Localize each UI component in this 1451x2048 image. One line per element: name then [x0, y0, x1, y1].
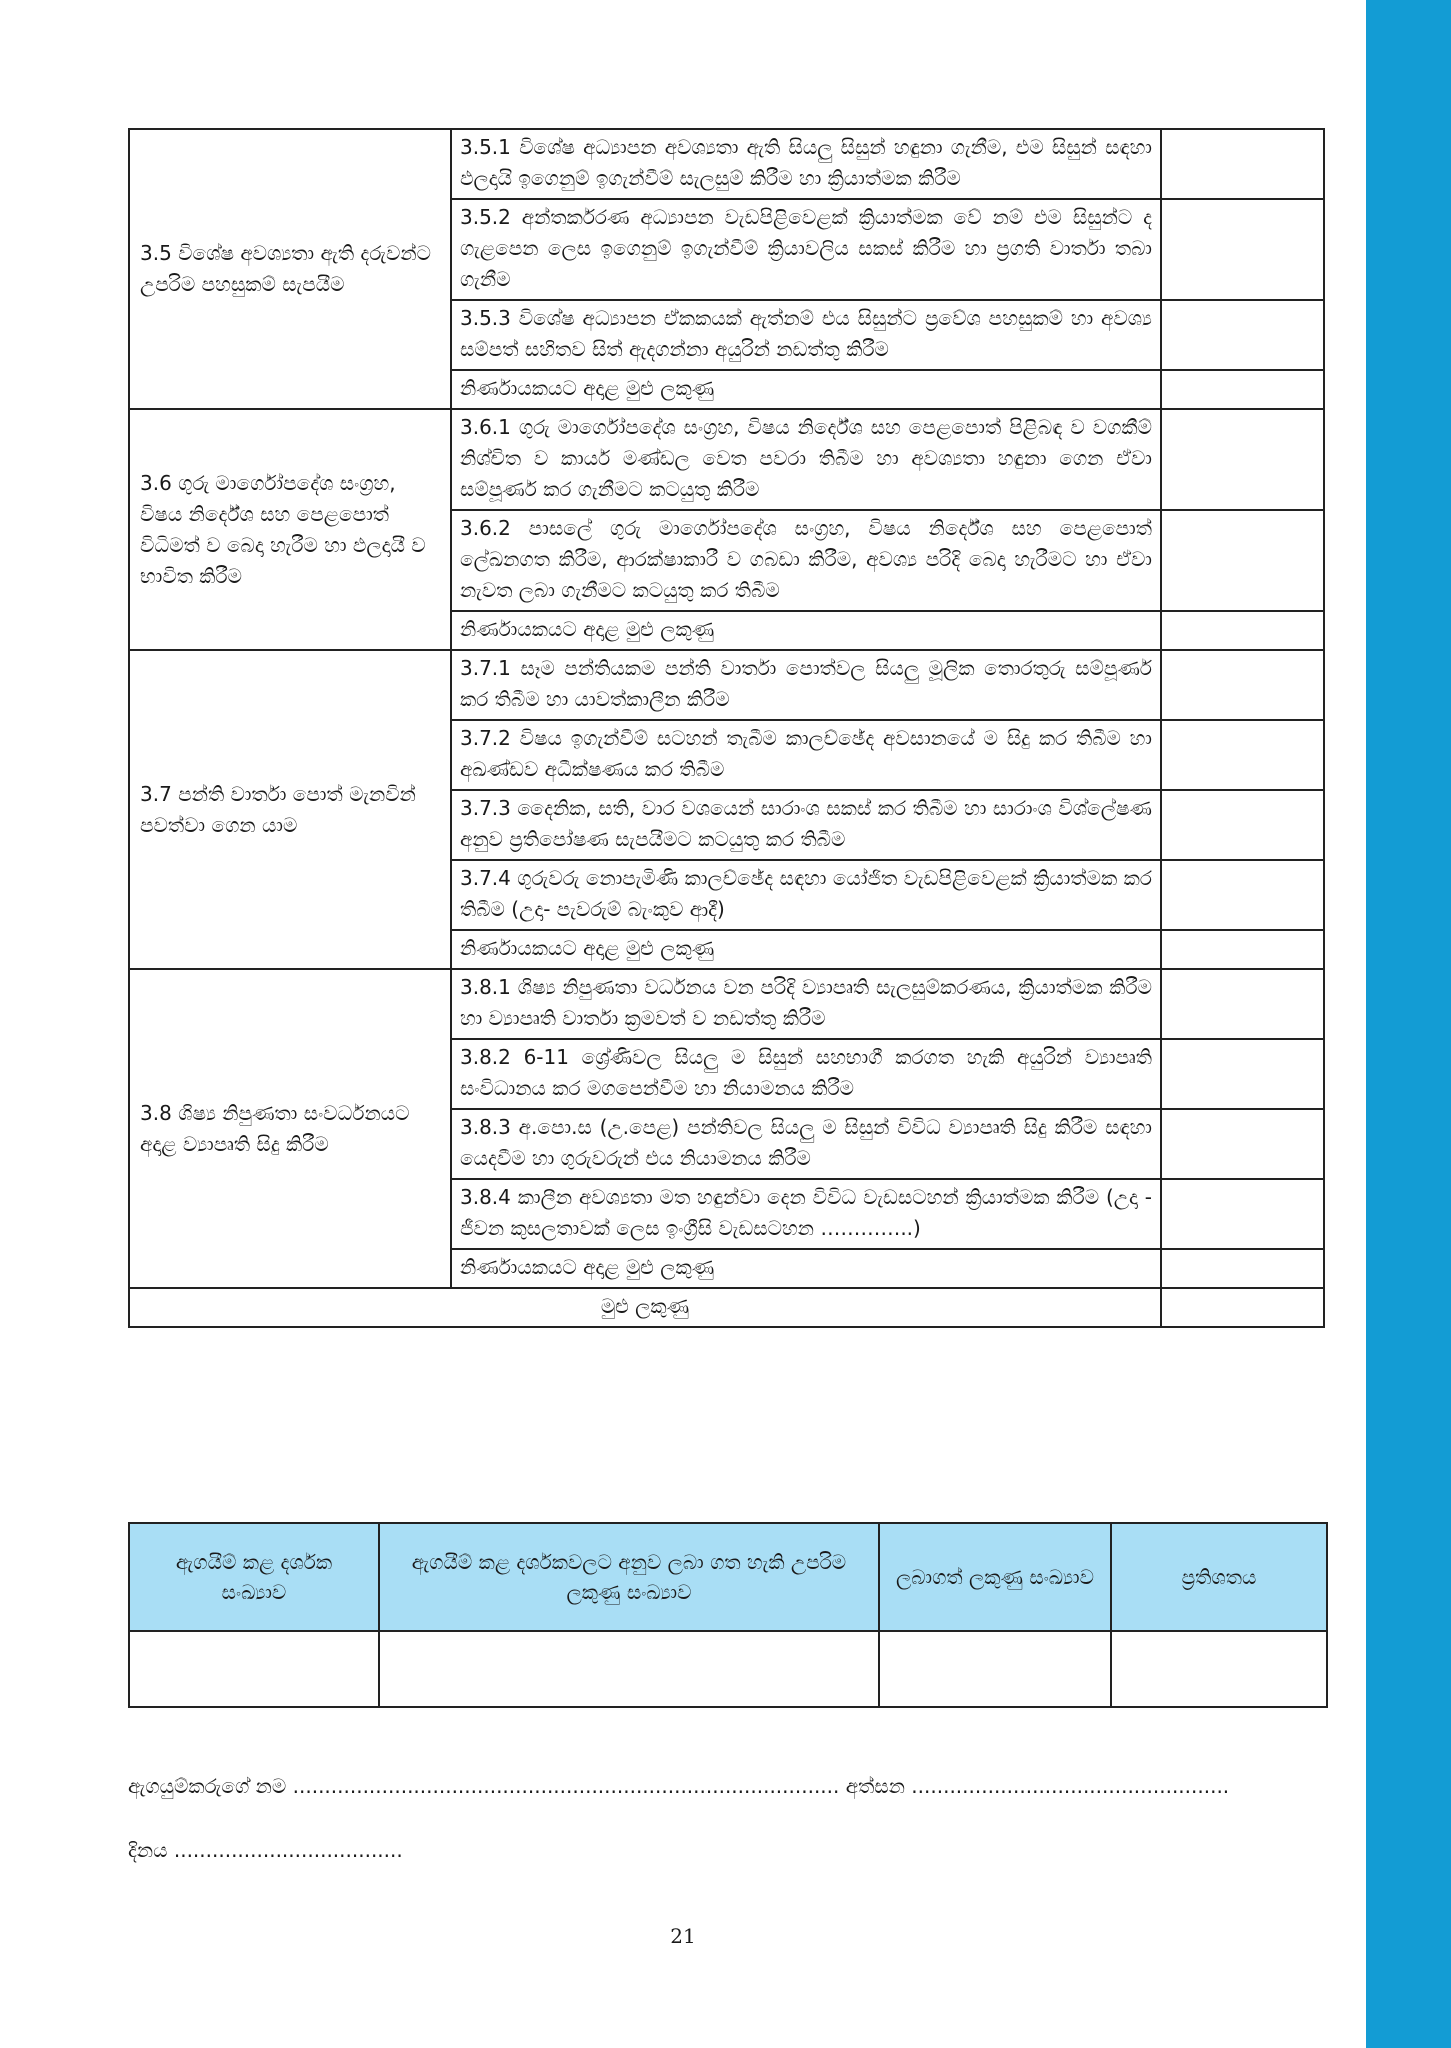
percentage-header: ප්‍රතිශතය — [1111, 1523, 1327, 1631]
indicator-text: 3.6.1 ගුරු මාර්ගෝපදේශ සංග්‍රහ, විෂය නිර්දේශ සහ පෙළපොත් පිළිබඳ ව වගකීම් නිශ්චිත ව කාර්ය මණ්ඩල වෙත පවරා තිබීම හා අවශ්‍යතා හඳුනා ගෙන ඒවා සම්පූර්ණ කර ගැනීමට කටයුතු කිරීම — [451, 409, 1161, 510]
criterion-total-label: නිර්ණායකයට අදාළ මුළු ලකුණු — [451, 1249, 1161, 1288]
indicator-text: 3.8.4 කාලීන අවශ්‍යතා මත හඳුන්වා දෙන විවිධ වැඩසටහන් ක්‍රියාත්මක කිරීම (උදා - ජීවන කුසලතාවක් ලෙස ඉංග්‍රීසි වැඩසටහන …………..) — [451, 1179, 1161, 1249]
score-cell[interactable] — [1161, 300, 1324, 370]
criterion-total-score-cell[interactable] — [1161, 1249, 1324, 1288]
date-blank[interactable]: .................................... — [173, 1838, 403, 1862]
grand-total-row — [129, 1288, 1324, 1327]
indicator-row — [129, 969, 1324, 1039]
criteria-table — [128, 128, 1325, 1328]
criterion-area-cell: 3.6 ගුරු මාර්ගෝපදේශ සංග්‍රහ, විෂය නිර්දේශ සහ පෙළපොත් විධිමත් ව බෙදා හැරීම හා ඵලදායී ව භාවිත කිරීම — [129, 409, 451, 650]
criterion-total-score-cell[interactable] — [1161, 611, 1324, 650]
indicator-text: 3.8.3 අ.පො.ස (උ.පෙළ) පන්තිවල සියලු ම සිසුන් විවිධ ව්‍යාපෘති සිදු කිරීම සඳහා යෙදවීම හා ගුරුවරුන් එය නියාමනය කිරීම — [451, 1109, 1161, 1179]
indicator-text: 3.7.3 දෛනික, සති, වාර වශයෙන් සාරාංශ සකස් කර තිබීම හා සාරාංශ විශ්ලේෂණ අනුව ප්‍රතිපෝෂණ සැපයීමට කටයුතු කර තිබීම — [451, 790, 1161, 860]
criterion-total-label: නිර්ණායකයට අදාළ මුළු ලකුණු — [451, 611, 1161, 650]
score-cell[interactable] — [1161, 1039, 1324, 1109]
grand-total-label: මුළු ලකුණු — [129, 1288, 1161, 1327]
evaluated-indicators-header: ඇගයීම් කළ දර්ශක සංඛ්‍යාව — [129, 1523, 379, 1631]
grand-total-score-cell[interactable] — [1161, 1288, 1324, 1327]
criterion-area-cell: 3.7 පන්ති වාර්තා පොත් මැනවින් පවත්වා ගෙන යාම — [129, 650, 451, 969]
percentage-cell[interactable] — [1111, 1631, 1327, 1707]
indicator-text: 3.8.1 ශිෂ්‍ය නිපුණතා වර්ධනය වන පරිදි ව්‍යාපෘති සැලසුම්කරණය, ක්‍රියාත්මක කිරීම හා ව්‍යාපෘති වාර්තා ක්‍රමවත් ව නඩත්තු කිරීම — [451, 969, 1161, 1039]
score-cell[interactable] — [1161, 199, 1324, 300]
score-cell[interactable] — [1161, 860, 1324, 930]
evaluated-indicators-cell[interactable] — [129, 1631, 379, 1707]
indicator-text: 3.8.2 6-11 ශ්‍රේණිවල සියලු ම සිසුන් සහභාගී කරගත හැකි අයුරින් ව්‍යාපෘති සංවිධානය කර මගපෙන්වීම හා නියාමනය කිරීම — [451, 1039, 1161, 1109]
obtained-marks-header: ලබාගත් ලකුණු සංඛ්‍යාව — [879, 1523, 1111, 1631]
criterion-area-cell: 3.5 විශේෂ අවශ්‍යතා ඇති දරුවන්ට උපරිම පහසුකම් සැපයීම — [129, 129, 451, 409]
score-cell[interactable] — [1161, 790, 1324, 860]
criterion-total-label: නිර්ණායකයට අදාළ මුළු ලකුණු — [451, 930, 1161, 969]
score-cell[interactable] — [1161, 720, 1324, 790]
obtained-marks-cell[interactable] — [879, 1631, 1111, 1707]
indicator-row — [129, 409, 1324, 510]
signature-blank[interactable]: .................................................. — [911, 1774, 1230, 1798]
evaluator-name-blank[interactable]: ...................................................................................... — [292, 1774, 840, 1798]
summary-table — [128, 1522, 1328, 1708]
indicator-row — [129, 650, 1324, 720]
criterion-area-cell: 3.8 ශිෂ්‍ය නිපුණතා සංවර්ධනයට අදාළ ව්‍යාපෘති සිදු කිරීම — [129, 969, 451, 1288]
summary-value-row — [129, 1631, 1327, 1707]
side-color-bar — [1366, 0, 1451, 2048]
score-cell[interactable] — [1161, 1109, 1324, 1179]
criterion-total-score-cell[interactable] — [1161, 370, 1324, 409]
score-cell[interactable] — [1161, 1179, 1324, 1249]
indicator-text: 3.7.2 විෂය ඉගැන්වීම් සටහන් තැබීම කාලච්ඡේද අවසානයේ ම සිදු කර තිබීම හා අඛණ්ඩව අධීක්ෂණය කර තිබීම — [451, 720, 1161, 790]
date-line — [128, 1838, 403, 1862]
indicator-row — [129, 129, 1324, 199]
indicator-text: 3.5.1 විශේෂ අධ්‍යාපන අවශ්‍යතා ඇති සියලු සිසුන් හඳුනා ගැනීම, එම සිසුන් සඳහා ඵලදායි ඉගෙනුම් ඉගැන්වීම් සැලසුම් කිරීම හා ක්‍රියාත්මක කිරීම — [451, 129, 1161, 199]
signature-label: අත්සන — [845, 1774, 905, 1798]
max-marks-header: ඇගයීම් කළ දර්ශකවලට අනුව ලබා ගත හැකි උපරිම ලකුණු සංඛ්‍යාව — [379, 1523, 879, 1631]
indicator-text: 3.6.2 පාසලේ ගුරු මාර්ගෝපදේශ සංග්‍රහ, විෂය නිර්දේශ සහ පෙළපොත් ලේඛනගත කිරීම, ආරක්ෂාකාරී ව ගබඩා කිරීම, අවශ්‍ය පරිදි බෙදා හැරීමට හා ඒවා නැවත ලබා ගැනීමට කටයුතු කර තිබීම — [451, 510, 1161, 611]
evaluator-signature-line — [128, 1774, 1229, 1798]
page-number: 21 — [670, 1924, 696, 1948]
score-cell[interactable] — [1161, 510, 1324, 611]
indicator-text: 3.7.1 සෑම පන්තියකම පන්ති වාර්තා පොත්වල සියලු මූලික තොරතුරු සම්පූර්ණ කර තිබීම හා යාවත්කාලීන කිරීම — [451, 650, 1161, 720]
score-cell[interactable] — [1161, 650, 1324, 720]
summary-header-row — [129, 1523, 1327, 1631]
max-marks-cell[interactable] — [379, 1631, 879, 1707]
criterion-total-label: නිර්ණායකයට අදාළ මුළු ලකුණු — [451, 370, 1161, 409]
score-cell[interactable] — [1161, 969, 1324, 1039]
score-cell[interactable] — [1161, 409, 1324, 510]
criterion-total-score-cell[interactable] — [1161, 930, 1324, 969]
evaluator-name-label: ඇගයුම්කරුගේ නම — [128, 1774, 287, 1798]
score-cell[interactable] — [1161, 129, 1324, 199]
indicator-text: 3.5.2 අන්තර්කරණ අධ්‍යාපන වැඩපිළිවෙළක් ක්‍රියාත්මක වේ නම් එම සිසුන්ට ද ගැළපෙන ලෙස ඉගෙනුම් ඉගැන්වීම් ක්‍රියාවලිය සකස් කිරීම හා ප්‍රගති වාර්තා තබා ගැනීම — [451, 199, 1161, 300]
indicator-text: 3.7.4 ගුරුවරු නොපැමිණි කාලච්ඡේද සඳහා යෝජිත වැඩපිළිවෙළක් ක්‍රියාත්මක කර තිබීම (උදා- පැවරුම් බැංකුව ආදී) — [451, 860, 1161, 930]
date-label: දිනය — [128, 1838, 168, 1862]
indicator-text: 3.5.3 විශේෂ අධ්‍යාපන ඒකකයක් ඇත්නම් එය සිසුන්ට ප්‍රවේශ පහසුකම් හා අවශ්‍ය සම්පත් සහිතව සිත් ඇදගන්නා අයුරින් නඩත්තු කිරීම — [451, 300, 1161, 370]
